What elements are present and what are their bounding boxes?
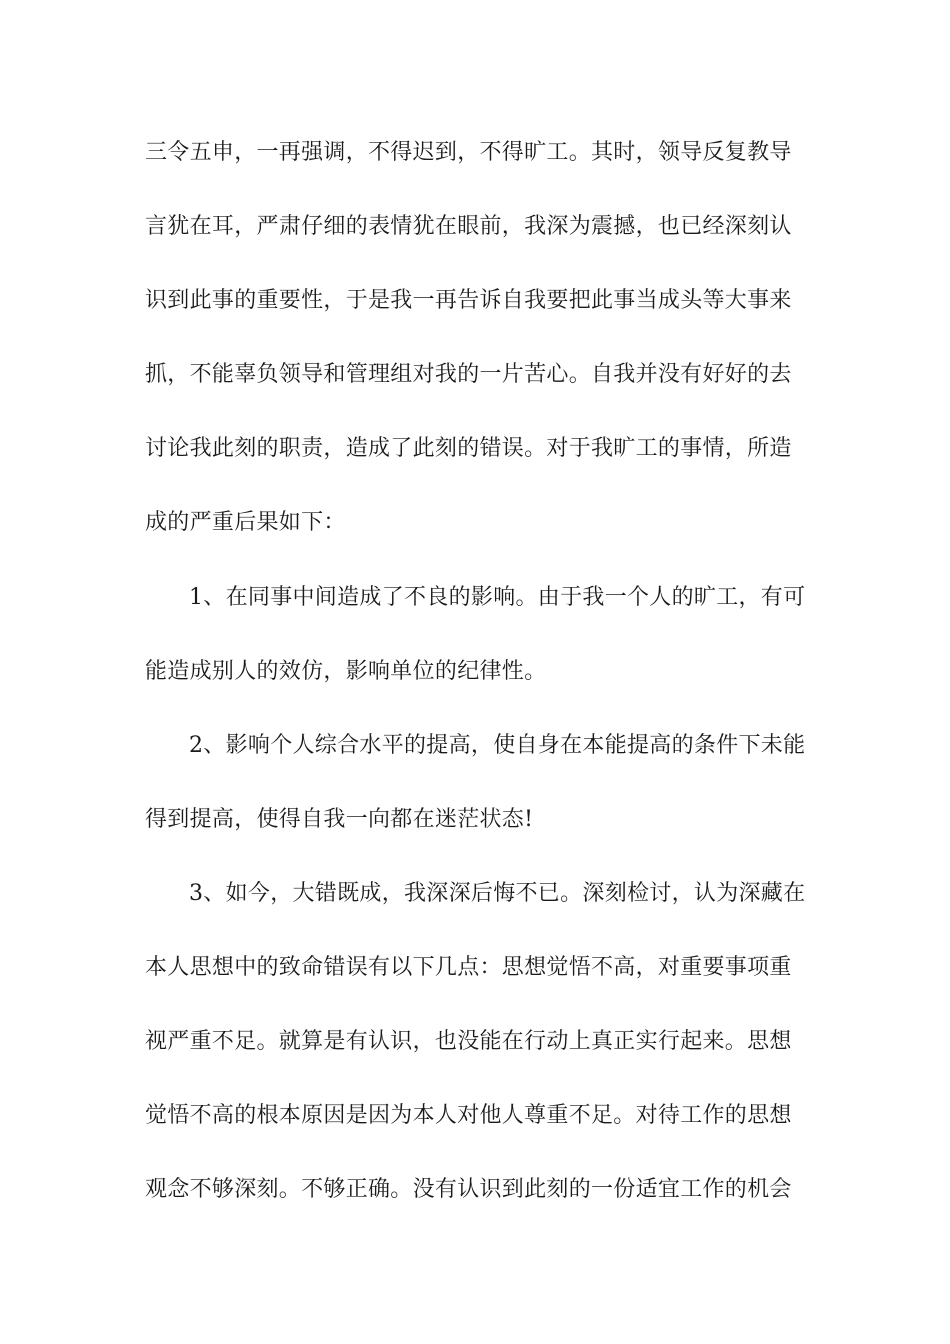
text-line: 视严重不足。就算是有认识，也没能在行动上真正实行起来。思想 [145, 1029, 792, 1054]
text-line: 觉悟不高的根本原因是因为本人对他人尊重不足。对待工作的思想 [145, 1103, 792, 1128]
text-line: 成的严重后果如下： [145, 510, 346, 535]
text-line: 抓，不能辜负领导和管理组对我的一片苦心。自我并没有好好的去 [145, 362, 792, 387]
text-line: 讨论我此刻的职责，造成了此刻的错误。对于我旷工的事情，所造 [145, 436, 792, 461]
text-line: 识到此事的重要性，于是我一再告诉自我要把此事当成头等大事来 [145, 288, 792, 313]
text-line: 得到提高，使得自我一向都在迷茫状态! [145, 807, 534, 832]
text-line: 观念不够深刻。不够正确。没有认识到此刻的一份适宜工作的机会 [145, 1177, 792, 1202]
list-item-2-line: 2、影响个人综合水平的提高，使自身在本能提高的条件下未能 [189, 733, 806, 758]
list-item-1-line: 1、在同事中间造成了不良的影响。由于我一个人的旷工，有可 [189, 585, 806, 610]
list-item-3-line: 3、如今，大错既成，我深深后悔不已。深刻检讨，认为深藏在 [189, 881, 806, 906]
text-line: 本人思想中的致命错误有以下几点：思想觉悟不高，对重要事项重 [145, 955, 792, 980]
text-line: 言犹在耳，严肃仔细的表情犹在眼前，我深为震撼，也已经深刻认 [145, 214, 792, 239]
text-line: 三令五申，一再强调，不得迟到，不得旷工。其时，领导反复教导 [145, 140, 792, 165]
text-line: 能造成别人的效仿，影响单位的纪律性。 [145, 659, 547, 684]
